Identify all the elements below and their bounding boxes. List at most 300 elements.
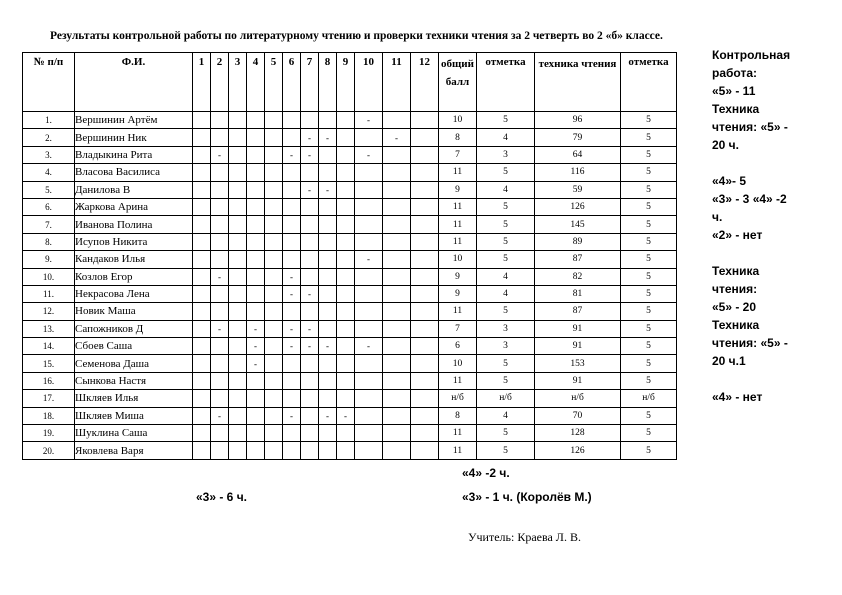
task-cell xyxy=(411,268,439,285)
task-cell xyxy=(265,285,283,302)
side-note-line: чтения: «5» - xyxy=(712,120,788,134)
task-cell xyxy=(283,425,301,442)
task-cell: - xyxy=(319,129,337,146)
task-cell xyxy=(355,164,383,181)
task-cell xyxy=(265,407,283,424)
student-name: Вершинин Артём xyxy=(75,112,193,129)
reading-mark: 5 xyxy=(621,285,677,302)
test-mark: 5 xyxy=(477,198,535,215)
task-cell xyxy=(193,216,211,233)
side-note-line: «3» - 3 «4» -2 xyxy=(712,192,787,206)
task-cell xyxy=(411,129,439,146)
task-cell xyxy=(247,442,265,459)
reading-speed: 82 xyxy=(535,268,621,285)
task-cell xyxy=(265,129,283,146)
task-cell xyxy=(411,407,439,424)
reading-speed: н/б xyxy=(535,390,621,407)
task-cell xyxy=(383,338,411,355)
total-score: 9 xyxy=(439,285,477,302)
task-cell: - xyxy=(211,268,229,285)
reading-speed: 145 xyxy=(535,216,621,233)
task-cell xyxy=(411,181,439,198)
row-number: 13. xyxy=(23,320,75,337)
task-cell xyxy=(265,338,283,355)
row-number: 20. xyxy=(23,442,75,459)
task-cell xyxy=(301,407,319,424)
task-cell xyxy=(383,268,411,285)
task-cell xyxy=(193,285,211,302)
task-cell: - xyxy=(247,338,265,355)
summary-four: «4» -2 ч. xyxy=(462,466,510,480)
total-score: 11 xyxy=(439,372,477,389)
side-note-line: «5» - 20 xyxy=(712,300,757,314)
reading-speed: 64 xyxy=(535,146,621,163)
task-cell xyxy=(211,181,229,198)
task-cell: - xyxy=(355,146,383,163)
task-cell xyxy=(211,198,229,215)
reading-speed: 70 xyxy=(535,407,621,424)
header-task: 10 xyxy=(355,53,383,112)
task-cell xyxy=(355,442,383,459)
task-cell xyxy=(193,320,211,337)
reading-mark: 5 xyxy=(621,338,677,355)
task-cell xyxy=(283,198,301,215)
task-cell: - xyxy=(283,338,301,355)
task-cell xyxy=(319,146,337,163)
test-mark: 3 xyxy=(477,146,535,163)
task-cell xyxy=(355,129,383,146)
task-cell xyxy=(411,198,439,215)
task-cell xyxy=(247,425,265,442)
task-cell xyxy=(337,251,355,268)
task-cell xyxy=(383,233,411,250)
reading-speed: 91 xyxy=(535,372,621,389)
side-summary xyxy=(712,46,832,406)
header-task: 9 xyxy=(337,53,355,112)
task-cell xyxy=(355,285,383,302)
task-cell xyxy=(383,303,411,320)
task-cell xyxy=(301,251,319,268)
task-cell xyxy=(383,390,411,407)
reading-mark: 5 xyxy=(621,355,677,372)
table-row xyxy=(23,146,677,163)
task-cell xyxy=(247,285,265,302)
row-number: 9. xyxy=(23,251,75,268)
task-cell xyxy=(229,251,247,268)
table-row xyxy=(23,216,677,233)
task-cell xyxy=(193,338,211,355)
header-task: 5 xyxy=(265,53,283,112)
test-mark: 5 xyxy=(477,372,535,389)
side-note-line: Техника xyxy=(712,102,760,116)
header-reading-technique: техника чтения xyxy=(535,53,621,112)
task-cell xyxy=(265,112,283,129)
side-note-line: «2» - нет xyxy=(712,228,763,242)
side-note-line: Техника xyxy=(712,264,760,278)
total-score: 11 xyxy=(439,164,477,181)
task-cell xyxy=(193,425,211,442)
table-row xyxy=(23,355,677,372)
reading-speed: 87 xyxy=(535,251,621,268)
task-cell xyxy=(301,112,319,129)
student-name: Сапожников Д xyxy=(75,320,193,337)
task-cell: - xyxy=(301,338,319,355)
task-cell: - xyxy=(319,338,337,355)
task-cell xyxy=(411,216,439,233)
task-cell xyxy=(301,425,319,442)
task-cell xyxy=(247,407,265,424)
test-mark: 4 xyxy=(477,129,535,146)
task-cell xyxy=(193,372,211,389)
task-cell xyxy=(193,129,211,146)
task-cell xyxy=(211,355,229,372)
task-cell xyxy=(283,216,301,233)
task-cell xyxy=(337,320,355,337)
task-cell xyxy=(193,251,211,268)
student-name: Иванова Полина xyxy=(75,216,193,233)
student-name: Сынкова Настя xyxy=(75,372,193,389)
task-cell xyxy=(211,285,229,302)
task-cell xyxy=(229,129,247,146)
task-cell xyxy=(411,425,439,442)
task-cell xyxy=(319,425,337,442)
row-number: 6. xyxy=(23,198,75,215)
task-cell: - xyxy=(283,285,301,302)
task-cell xyxy=(383,285,411,302)
task-cell xyxy=(247,164,265,181)
task-cell xyxy=(229,320,247,337)
row-number: 7. xyxy=(23,216,75,233)
task-cell xyxy=(247,216,265,233)
task-cell: - xyxy=(211,146,229,163)
header-mark-technique: отметка xyxy=(621,53,677,112)
task-cell xyxy=(229,372,247,389)
table-row xyxy=(23,251,677,268)
task-cell xyxy=(355,355,383,372)
reading-speed: 96 xyxy=(535,112,621,129)
task-cell xyxy=(229,233,247,250)
table-header-row xyxy=(23,53,677,112)
header-task: 6 xyxy=(283,53,301,112)
reading-mark: 5 xyxy=(621,268,677,285)
table-row xyxy=(23,112,677,129)
task-cell xyxy=(283,112,301,129)
row-number: 14. xyxy=(23,338,75,355)
task-cell xyxy=(411,233,439,250)
test-mark: 4 xyxy=(477,181,535,198)
task-cell xyxy=(337,372,355,389)
reading-speed: 81 xyxy=(535,285,621,302)
total-score: 9 xyxy=(439,268,477,285)
task-cell xyxy=(247,112,265,129)
task-cell: - xyxy=(319,181,337,198)
task-cell xyxy=(337,198,355,215)
task-cell xyxy=(265,425,283,442)
table-row xyxy=(23,233,677,250)
side-note-line xyxy=(712,154,832,172)
header-task: 8 xyxy=(319,53,337,112)
task-cell xyxy=(319,233,337,250)
task-cell xyxy=(265,216,283,233)
row-number: 4. xyxy=(23,164,75,181)
reading-mark: 5 xyxy=(621,372,677,389)
task-cell xyxy=(337,216,355,233)
task-cell xyxy=(337,425,355,442)
header-task: 12 xyxy=(411,53,439,112)
task-cell xyxy=(355,181,383,198)
task-cell xyxy=(319,285,337,302)
task-cell xyxy=(411,285,439,302)
total-score: 11 xyxy=(439,303,477,320)
task-cell xyxy=(383,112,411,129)
task-cell xyxy=(229,285,247,302)
header-task: 3 xyxy=(229,53,247,112)
table-row xyxy=(23,198,677,215)
task-cell xyxy=(337,442,355,459)
task-cell: - xyxy=(301,285,319,302)
total-score: 11 xyxy=(439,216,477,233)
task-cell: - xyxy=(301,320,319,337)
task-cell xyxy=(337,268,355,285)
task-cell xyxy=(301,198,319,215)
task-cell xyxy=(283,372,301,389)
test-mark: 3 xyxy=(477,338,535,355)
student-name: Козлов Егор xyxy=(75,268,193,285)
task-cell xyxy=(247,129,265,146)
header-task: 11 xyxy=(383,53,411,112)
task-cell xyxy=(211,442,229,459)
task-cell xyxy=(383,146,411,163)
side-note-line xyxy=(712,244,832,262)
task-cell xyxy=(411,442,439,459)
side-note-line: «4»- 5 xyxy=(712,174,747,188)
student-name: Сбоев Саша xyxy=(75,338,193,355)
reading-mark: 5 xyxy=(621,198,677,215)
task-cell xyxy=(211,233,229,250)
task-cell xyxy=(265,355,283,372)
task-cell xyxy=(383,320,411,337)
student-name: Данилова В xyxy=(75,181,193,198)
reading-mark: 5 xyxy=(621,112,677,129)
task-cell xyxy=(229,112,247,129)
task-cell xyxy=(229,303,247,320)
reading-mark: 5 xyxy=(621,146,677,163)
task-cell: - xyxy=(301,129,319,146)
task-cell xyxy=(337,146,355,163)
task-cell xyxy=(247,146,265,163)
task-cell: - xyxy=(301,146,319,163)
task-cell: - xyxy=(383,129,411,146)
side-note-line: 20 ч. xyxy=(712,138,739,152)
student-name: Шкляев Миша xyxy=(75,407,193,424)
task-cell xyxy=(193,268,211,285)
student-name: Вершинин Ник xyxy=(75,129,193,146)
total-score: 6 xyxy=(439,338,477,355)
reading-speed: 89 xyxy=(535,233,621,250)
task-cell xyxy=(193,146,211,163)
task-cell xyxy=(319,268,337,285)
test-mark: н/б xyxy=(477,390,535,407)
task-cell xyxy=(229,390,247,407)
task-cell xyxy=(337,390,355,407)
task-cell xyxy=(319,164,337,181)
task-cell xyxy=(193,355,211,372)
task-cell xyxy=(319,251,337,268)
student-name: Исупов Никита xyxy=(75,233,193,250)
task-cell xyxy=(411,303,439,320)
table-row xyxy=(23,338,677,355)
test-mark: 3 xyxy=(477,320,535,337)
task-cell xyxy=(265,320,283,337)
task-cell xyxy=(229,425,247,442)
row-number: 12. xyxy=(23,303,75,320)
side-note-line: Контрольная xyxy=(712,48,791,62)
student-name: Кандаков Илья xyxy=(75,251,193,268)
summary-three-right: «3» - 1 ч. (Королёв М.) xyxy=(462,490,592,504)
task-cell xyxy=(411,338,439,355)
test-mark: 4 xyxy=(477,268,535,285)
task-cell xyxy=(319,442,337,459)
task-cell xyxy=(383,251,411,268)
task-cell xyxy=(283,442,301,459)
side-note-line: «5» - 11 xyxy=(712,84,756,98)
total-score: 8 xyxy=(439,407,477,424)
task-cell xyxy=(247,251,265,268)
student-name: Яковлева Варя xyxy=(75,442,193,459)
task-cell xyxy=(383,355,411,372)
reading-speed: 116 xyxy=(535,164,621,181)
task-cell xyxy=(337,164,355,181)
row-number: 8. xyxy=(23,233,75,250)
student-name: Новик Маша xyxy=(75,303,193,320)
task-cell xyxy=(265,233,283,250)
table-row xyxy=(23,372,677,389)
student-name: Шкляев Илья xyxy=(75,390,193,407)
task-cell xyxy=(383,372,411,389)
task-cell xyxy=(319,372,337,389)
reading-speed: 128 xyxy=(535,425,621,442)
task-cell xyxy=(337,112,355,129)
row-number: 3. xyxy=(23,146,75,163)
task-cell xyxy=(383,425,411,442)
task-cell xyxy=(247,390,265,407)
task-cell xyxy=(383,407,411,424)
task-cell xyxy=(211,303,229,320)
row-number: 11. xyxy=(23,285,75,302)
student-name: Власова Василиса xyxy=(75,164,193,181)
row-number: 18. xyxy=(23,407,75,424)
task-cell xyxy=(229,355,247,372)
task-cell xyxy=(383,442,411,459)
task-cell xyxy=(355,372,383,389)
total-score: 9 xyxy=(439,181,477,198)
test-mark: 5 xyxy=(477,303,535,320)
reading-mark: 5 xyxy=(621,251,677,268)
task-cell xyxy=(301,390,319,407)
test-mark: 5 xyxy=(477,216,535,233)
task-cell xyxy=(355,390,383,407)
test-mark: 5 xyxy=(477,355,535,372)
side-note-line: 20 ч.1 xyxy=(712,354,746,368)
task-cell xyxy=(301,233,319,250)
header-task: 1 xyxy=(193,53,211,112)
task-cell xyxy=(337,285,355,302)
task-cell xyxy=(319,112,337,129)
task-cell xyxy=(411,146,439,163)
side-note-line: работа: xyxy=(712,66,757,80)
task-cell xyxy=(355,233,383,250)
task-cell xyxy=(283,181,301,198)
task-cell xyxy=(301,355,319,372)
task-cell xyxy=(193,233,211,250)
row-number: 2. xyxy=(23,129,75,146)
task-cell xyxy=(383,164,411,181)
task-cell xyxy=(301,442,319,459)
reading-speed: 59 xyxy=(535,181,621,198)
reading-mark: 5 xyxy=(621,320,677,337)
task-cell xyxy=(265,181,283,198)
task-cell: - xyxy=(211,407,229,424)
task-cell xyxy=(411,320,439,337)
task-cell xyxy=(265,268,283,285)
task-cell xyxy=(411,372,439,389)
task-cell xyxy=(283,233,301,250)
task-cell xyxy=(411,390,439,407)
task-cell xyxy=(301,303,319,320)
task-cell xyxy=(265,372,283,389)
task-cell xyxy=(319,390,337,407)
task-cell xyxy=(193,164,211,181)
task-cell xyxy=(193,407,211,424)
total-score: 10 xyxy=(439,251,477,268)
task-cell: - xyxy=(283,146,301,163)
task-cell xyxy=(383,181,411,198)
table-row xyxy=(23,181,677,198)
table-body xyxy=(23,112,677,460)
task-cell xyxy=(211,372,229,389)
task-cell xyxy=(355,268,383,285)
header-task: 4 xyxy=(247,53,265,112)
task-cell xyxy=(319,198,337,215)
reading-mark: 5 xyxy=(621,442,677,459)
reading-mark: 5 xyxy=(621,425,677,442)
reading-speed: 79 xyxy=(535,129,621,146)
task-cell xyxy=(355,320,383,337)
task-cell xyxy=(283,129,301,146)
test-mark: 5 xyxy=(477,251,535,268)
task-cell: - xyxy=(211,320,229,337)
task-cell xyxy=(193,442,211,459)
task-cell xyxy=(319,303,337,320)
task-cell xyxy=(337,129,355,146)
task-cell xyxy=(247,303,265,320)
row-number: 16. xyxy=(23,372,75,389)
total-score: 11 xyxy=(439,442,477,459)
side-note-line xyxy=(712,370,832,388)
table-row xyxy=(23,129,677,146)
task-cell: - xyxy=(355,251,383,268)
task-cell xyxy=(383,198,411,215)
task-cell xyxy=(211,425,229,442)
total-score: 10 xyxy=(439,355,477,372)
header-num: № п/п xyxy=(23,53,75,112)
task-cell: - xyxy=(337,407,355,424)
task-cell xyxy=(211,112,229,129)
table-row xyxy=(23,164,677,181)
task-cell xyxy=(355,407,383,424)
reading-mark: 5 xyxy=(621,129,677,146)
side-note-line: Техника xyxy=(712,318,760,332)
